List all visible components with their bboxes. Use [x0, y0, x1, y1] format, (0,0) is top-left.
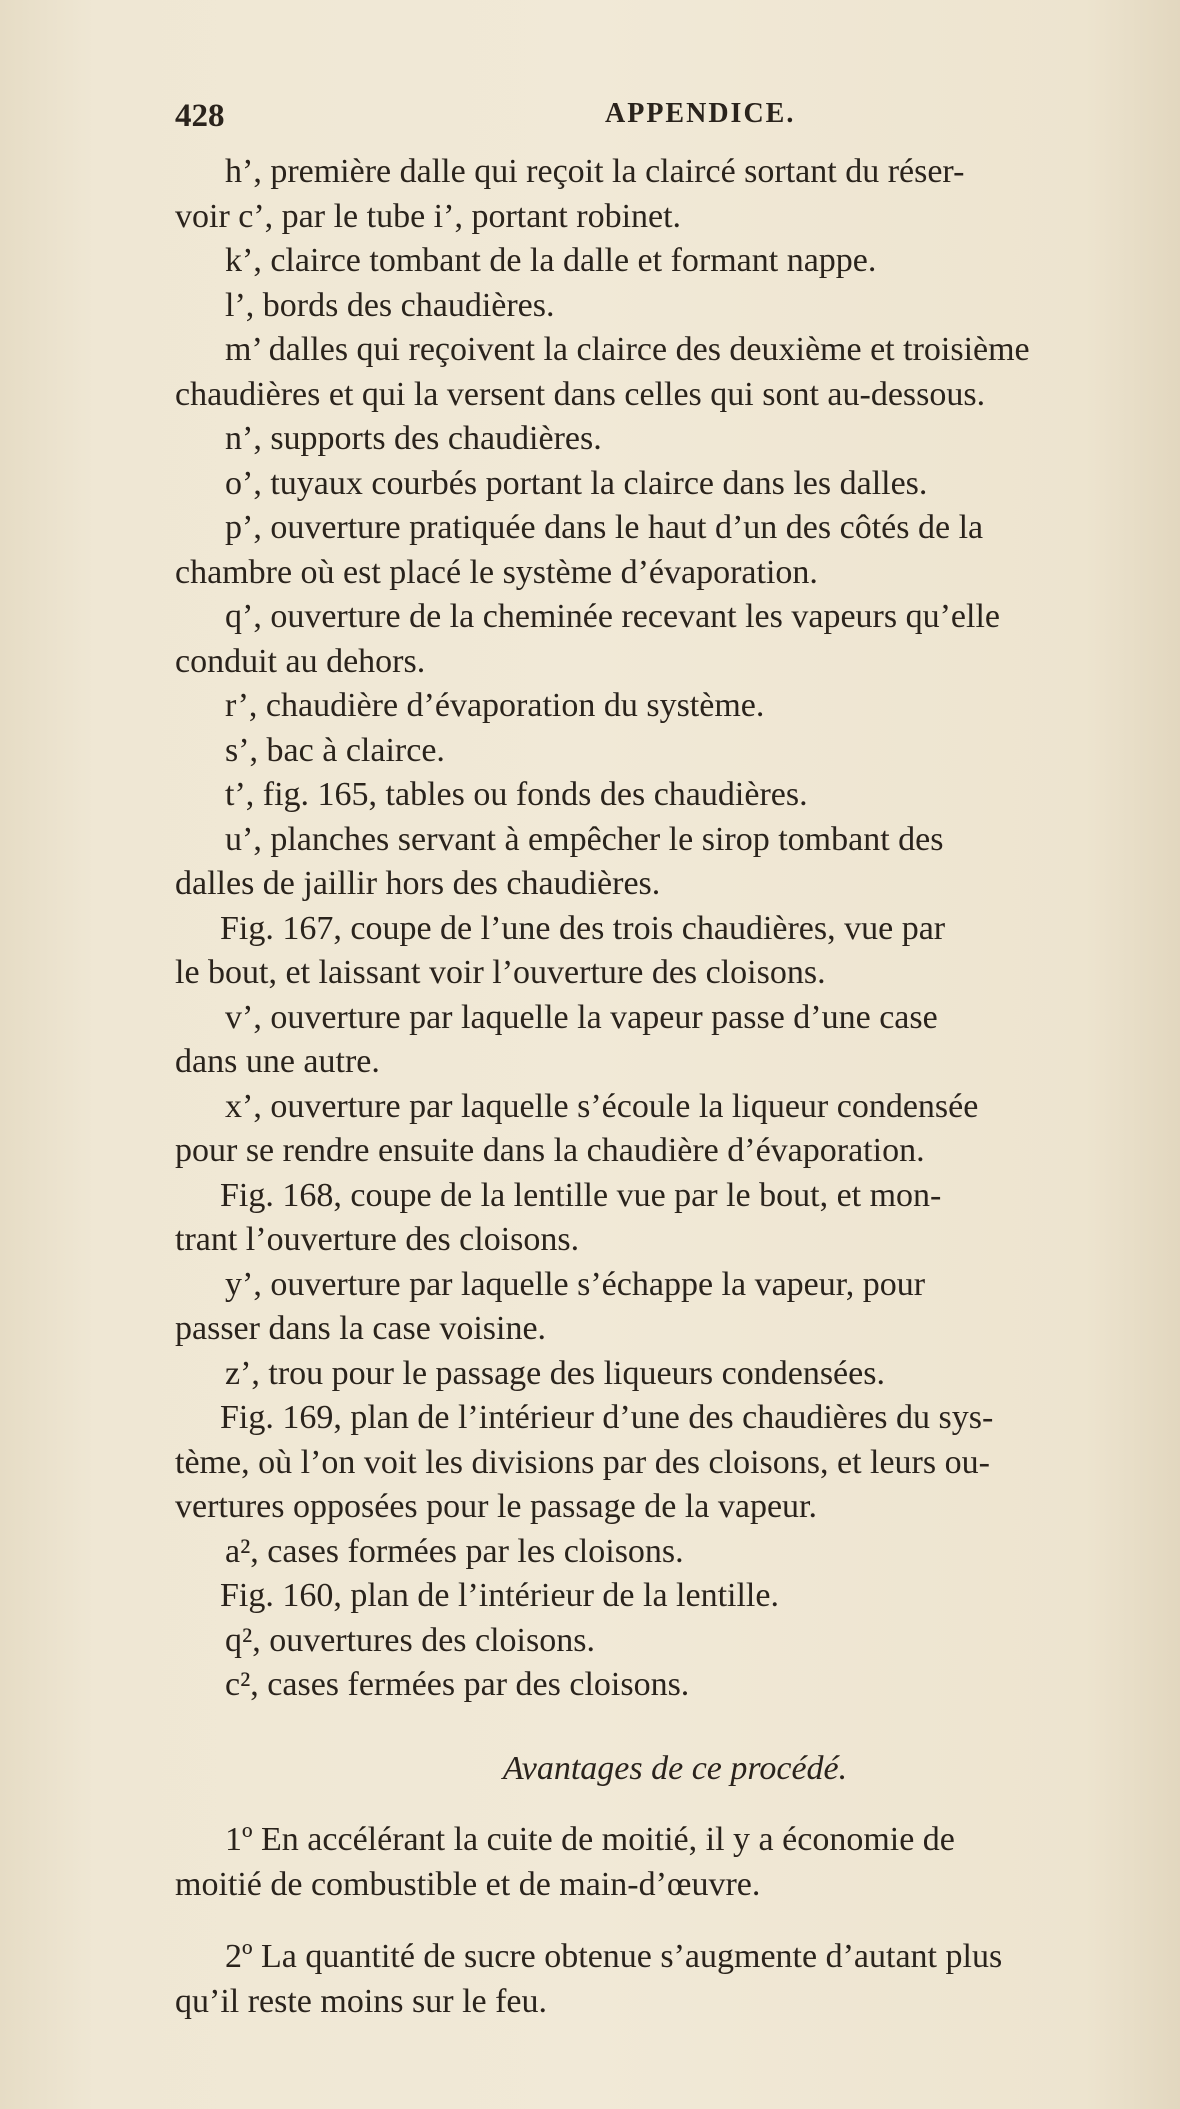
text-line: l’, bords des chaudières. — [225, 286, 555, 324]
running-head: APPENDICE. — [605, 98, 796, 129]
text-line: passer dans la case voisine. — [175, 1310, 547, 1347]
text-line: z’, trou pour le passage des liqueurs condensées. — [225, 1354, 885, 1392]
text-line: Fig. 169, plan de l’intérieur d’une des chaudières du sys- — [220, 1399, 994, 1436]
text-line: 1º En accélérant la cuite de moitié, il y a économie de — [225, 1821, 955, 1858]
page-number: 428 — [175, 98, 225, 134]
text-line: pour se rendre ensuite dans la chaudière d’évaporation. — [175, 1132, 925, 1169]
text-line: h’, première dalle qui reçoit la claircé sortant du réser- — [225, 153, 965, 190]
advantages-text — [175, 1818, 1175, 2024]
text-line: x’, ouverture par laquelle s’écoule la liqueur condensée — [225, 1087, 979, 1125]
text-line: m’ dalles qui reçoivent la clairce des deuxième et troisième — [225, 331, 1030, 368]
text-line: dans une autre. — [175, 1043, 380, 1080]
paragraph-gap — [175, 1907, 1175, 1935]
legend-text — [175, 150, 1175, 1708]
text-line: k’, clairce tombant de la dalle et formant nappe. — [225, 242, 877, 279]
text-line: p’, ouverture pratiquée dans le haut d’un des côtés de la — [225, 509, 984, 546]
text-line: n’, supports des chaudières. — [225, 420, 602, 457]
text-line: t’, fig. 165, tables ou fonds des chaudières. — [225, 776, 808, 813]
text-line: dalles de jaillir hors des chaudières. — [175, 865, 661, 902]
text-line: a², cases formées par les cloisons. — [225, 1532, 684, 1570]
page-header — [175, 98, 1175, 146]
text-line: s’, bac à clairce. — [225, 731, 445, 769]
text-line: chaudières et qui la versent dans celles qui sont au-dessous. — [175, 375, 986, 413]
text-line: r’, chaudière d’évaporation du système. — [225, 687, 765, 724]
text-line: o’, tuyaux courbés portant la clairce dans les dalles. — [225, 464, 928, 502]
text-line: c², cases fermées par des cloisons. — [225, 1666, 690, 1703]
text-line: Fig. 168, coupe de la lentille vue par le bout, et mon- — [220, 1176, 942, 1214]
text-line: trant l’ouverture des cloisons. — [175, 1221, 580, 1258]
text-line: q’, ouverture de la cheminée recevant les vapeurs qu’elle — [225, 598, 1001, 635]
text-line: vertures opposées pour le passage de la vapeur. — [175, 1488, 817, 1525]
text-line: Fig. 160, plan de l’intérieur de la lentille. — [220, 1577, 779, 1614]
text-line: y’, ouverture par laquelle s’échappe la vapeur, pour — [225, 1265, 926, 1303]
text-line: qu’il reste moins sur le feu. — [175, 1982, 548, 2020]
text-line: 2º La quantité de sucre obtenue s’augmente d’autant plus — [225, 1938, 1003, 1975]
text-line: tème, où l’on voit les divisions par des cloisons, et leurs ou- — [175, 1443, 990, 1481]
text-line: Fig. 167, coupe de l’une des trois chaudières, vue par — [220, 909, 946, 947]
text-line: conduit au dehors. — [175, 642, 426, 680]
text-line: v’, ouverture par laquelle la vapeur passe d’une case — [225, 998, 938, 1036]
text-line: le bout, et laissant voir l’ouverture des cloisons. — [175, 954, 826, 991]
text-line: voir c’, par le tube i’, portant robinet. — [175, 197, 682, 235]
text-line: q², ouvertures des cloisons. — [225, 1621, 595, 1659]
section-heading: Avantages de ce procédé. — [502, 1750, 848, 1787]
text-line: chambre où est placé le système d’évaporation. — [175, 553, 818, 591]
text-line: moitié de combustible et de main-d’œuvre. — [175, 1865, 761, 1903]
text-line: u’, planches servant à empêcher le sirop tombant des — [225, 820, 944, 858]
